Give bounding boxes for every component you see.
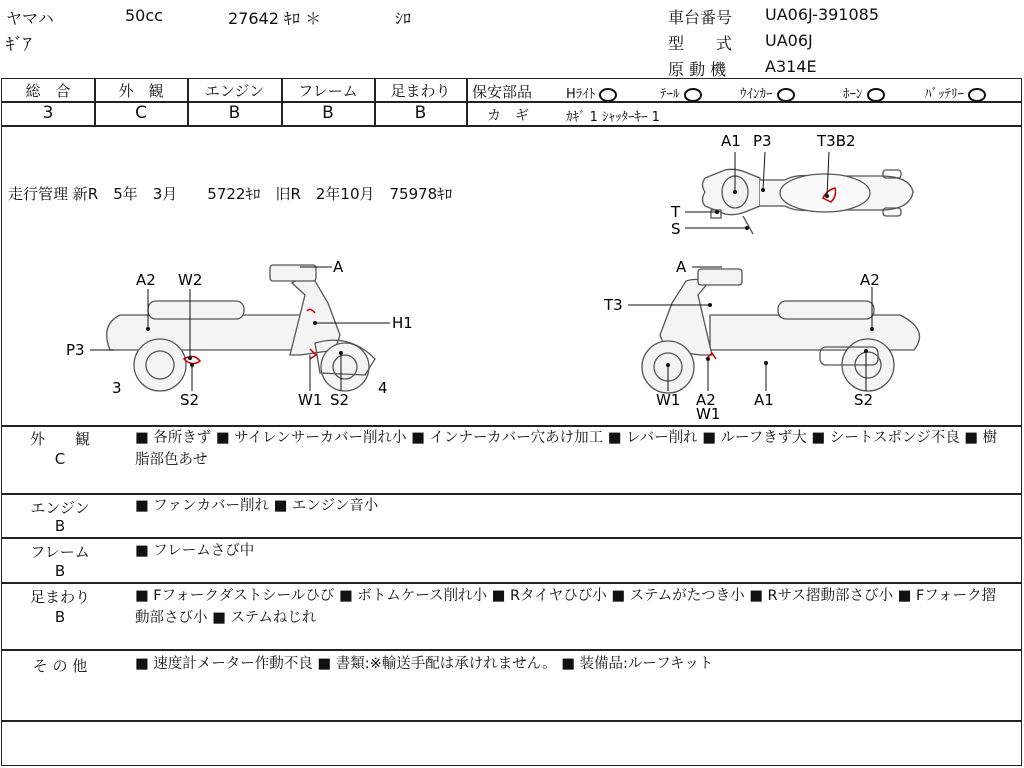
engine-model-value: A314E: [765, 57, 817, 76]
model-name: ｷﾞｱ: [6, 35, 32, 55]
remark-suspension-grade: B: [54, 608, 66, 626]
label-S-top: S: [671, 220, 681, 238]
key-value: ｶｷﾞ 1 ｼｬｯﾀｰｷｰ 1: [566, 110, 660, 125]
remark-engine-grade: B: [54, 517, 66, 535]
label-A2-right: A2: [860, 271, 880, 289]
displacement: 50cc: [125, 6, 163, 25]
label-A2-left: A2: [136, 271, 156, 289]
grade-exterior-label: 外 観: [118, 82, 164, 100]
key-label: カ ギ: [487, 108, 529, 124]
label-S2a-left: S2: [180, 391, 200, 409]
label-3-left: 3: [112, 379, 122, 397]
ok-circle-icon: [684, 88, 702, 102]
remark-suspension-title: 足まわり: [29, 588, 90, 606]
label-A1-top: A1: [721, 132, 741, 150]
type-value: UA06J: [765, 31, 813, 50]
label-4-left: 4: [378, 379, 388, 397]
label-W1-right: W1: [656, 391, 681, 409]
label-S2-right: S2: [854, 391, 874, 409]
grade-suspension-label: 足まわり: [390, 82, 451, 100]
remark-suspension-text: ■ Fフォークダストシールひび ■ ボトムケース削れ小 ■ Rタイヤひび小 ■ ステムがたつき小 ■ Rサス摺動部さび小 ■ Fフォーク摺動部さび小 ■ ステムねじれ: [135, 588, 997, 626]
label-W1-left: W1: [298, 391, 323, 409]
label-P3-top: P3: [753, 132, 772, 150]
label-W1b-right: W1: [696, 405, 721, 423]
color: ｼﾛ: [395, 9, 412, 28]
grade-frame-label: フレーム: [298, 82, 358, 100]
safety-item-battery: ﾊﾞｯﾃﾘｰ: [925, 83, 986, 102]
remark-engine-title: エンジン: [30, 499, 90, 517]
remark-exterior-grade: C: [54, 450, 66, 468]
safety-item-winker: ｳｲﾝｶｰ: [740, 83, 795, 102]
ok-circle-icon: [968, 88, 986, 102]
grade-exterior-value: C: [135, 103, 147, 123]
remark-frame-title: フレーム: [30, 543, 90, 561]
registration-history: 走行管理 新R 5年 3月 5722ｷﾛ 旧R 2年10月 75978ｷﾛ: [8, 185, 453, 203]
remark-engine-text: ■ ファンカバー削れ ■ エンジン音小: [135, 498, 379, 514]
frame-number-label: 車台番号: [668, 8, 733, 27]
remark-exterior-title: 外 観: [29, 430, 90, 448]
label-T-top: T: [671, 203, 681, 221]
label-A1-right: A1: [754, 391, 774, 409]
safety-item-taillight: ﾃｰﾙ: [660, 83, 702, 102]
label-W2-left: W2: [178, 271, 203, 289]
label-P3-left: P3: [66, 341, 85, 359]
engine-model-label: 原 動 機: [668, 60, 727, 79]
remark-frame-text: ■ フレームさび中: [135, 543, 255, 559]
label-H1-left: H1: [392, 314, 413, 332]
grade-suspension-value: B: [414, 103, 427, 123]
remark-other-text: ■ 速度計メーター作動不良 ■ 書類:※輸送手配は承けれません。 ■ 装備品:ルーフキット: [135, 656, 714, 672]
ok-circle-icon: [867, 88, 885, 102]
ok-circle-icon: [777, 88, 795, 102]
label-T3B2-top: T3B2: [817, 132, 856, 150]
ok-circle-icon: [599, 88, 617, 102]
grade-frame-value: B: [322, 103, 334, 123]
scooter-top-view-diagram: [665, 130, 925, 240]
label-A-right: A: [676, 258, 687, 276]
remark-exterior-text: ■ 各所きず ■ サイレンサーカバー削れ小 ■ インナーカバー穴あけ加工 ■ レバー削れ ■ ルーフきず大 ■ シートスポンジ不良 ■ 樹脂部色あせ: [135, 430, 998, 468]
safety-item-horn: ﾎｰﾝ: [843, 83, 885, 102]
frame-number-value: UA06J-391085: [765, 5, 880, 24]
remark-other-title: そ の 他: [32, 657, 88, 675]
grade-engine-label: エンジン: [204, 82, 265, 100]
scooter-right-view-diagram: [600, 255, 940, 425]
scooter-left-view-diagram: [60, 255, 440, 415]
label-A-left: A: [333, 258, 344, 276]
safety-item-headlight: Hﾗｲﾄ: [566, 83, 617, 102]
maker: ヤマハ: [6, 9, 54, 28]
grade-engine-value: B: [228, 103, 241, 123]
type-label: 型 式: [668, 34, 733, 53]
label-S2b-left: S2: [330, 391, 350, 409]
grade-overall-value: 3: [42, 103, 54, 123]
mileage: 27642 ｷﾛ ＊: [228, 9, 322, 28]
safety-parts-title: 保安部品: [472, 83, 533, 101]
label-A2b-right: A2: [696, 391, 716, 409]
label-T3-right: T3: [604, 296, 623, 314]
grade-overall-label: 総 合: [25, 82, 71, 100]
remark-frame-grade: B: [54, 562, 66, 580]
